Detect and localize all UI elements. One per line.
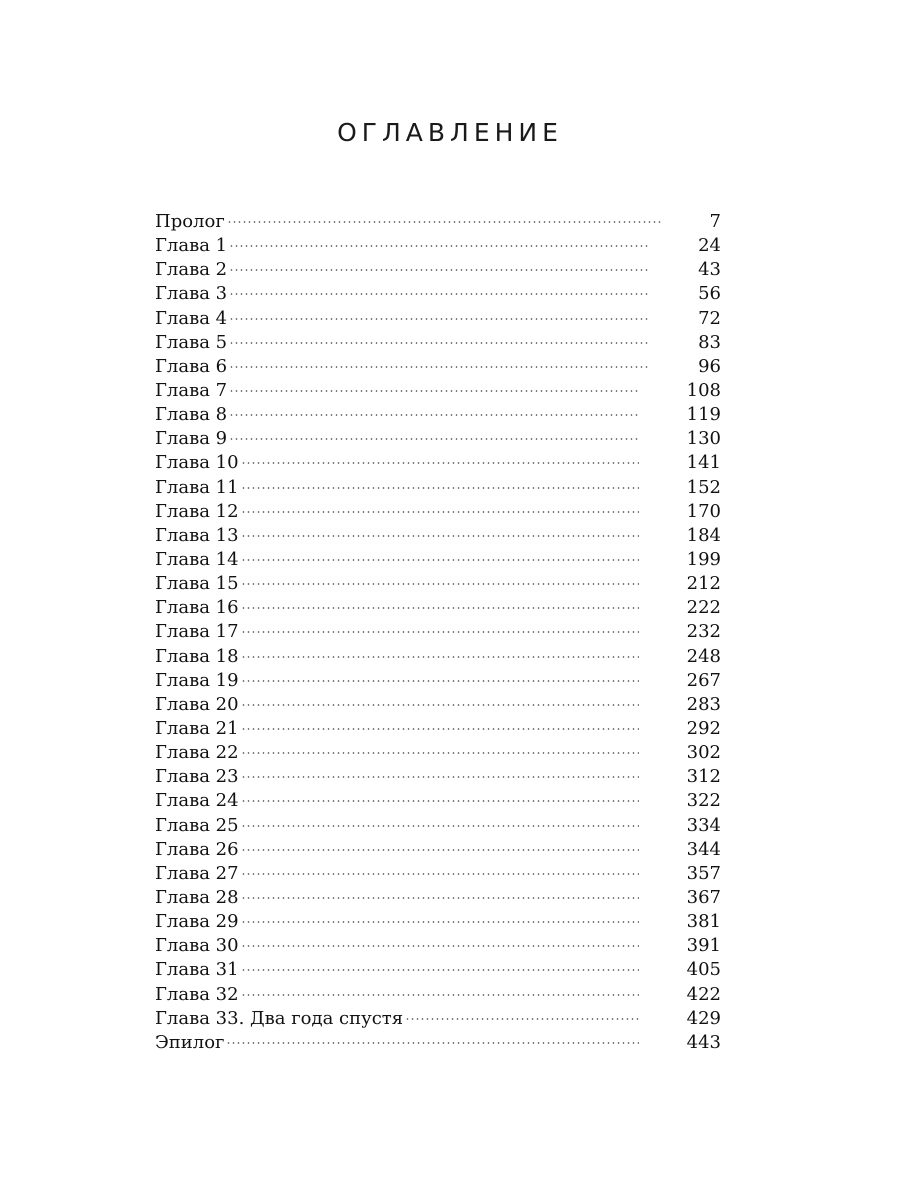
dot-leader <box>229 269 650 271</box>
toc-entry-label: Глава 16 <box>155 597 239 619</box>
dot-leader <box>241 994 639 996</box>
dot-leader <box>241 680 639 682</box>
toc-title: ОГЛАВЛЕНИЕ <box>337 118 563 147</box>
toc-entry-page-number: 367 <box>686 886 721 908</box>
dot-leader <box>229 414 639 416</box>
toc-entry-page-number: 170 <box>686 500 721 522</box>
dot-leader <box>241 511 639 513</box>
toc-entry <box>155 596 721 620</box>
toc-entry-page-number: 152 <box>686 476 721 498</box>
toc-entry-page-number: 232 <box>686 621 721 643</box>
toc-entry-label: Глава 8 <box>155 404 228 426</box>
toc-entry-page-number: 130 <box>686 428 721 450</box>
toc-entry-label: Глава 20 <box>155 693 239 715</box>
toc-entry <box>155 451 721 475</box>
dot-leader <box>229 318 650 320</box>
dot-leader <box>241 752 639 754</box>
toc-entry-label: Глава 17 <box>155 621 239 643</box>
toc-entry-page-number: 119 <box>686 404 721 426</box>
toc-entry-label: Глава 32 <box>155 983 239 1005</box>
toc-entry-label: Глава 28 <box>155 886 239 908</box>
toc-entry-page-number: 443 <box>686 1031 721 1053</box>
toc-entry-page-number: 391 <box>686 935 721 957</box>
toc-entry <box>155 983 721 1007</box>
toc-entry <box>155 814 721 838</box>
toc-entry-page-number: 422 <box>686 983 721 1005</box>
toc-list <box>155 210 721 1055</box>
toc-entry-page-number: 322 <box>686 790 721 812</box>
dot-leader <box>241 559 639 561</box>
toc-entry <box>155 741 721 765</box>
toc-entry-page-number: 222 <box>686 597 721 619</box>
toc-entry <box>155 934 721 958</box>
dot-leader <box>241 776 639 778</box>
toc-entry-page-number: 292 <box>686 717 721 739</box>
toc-entry-page-number: 248 <box>686 645 721 667</box>
toc-entry-label: Глава 31 <box>155 959 239 981</box>
dot-leader <box>241 873 639 875</box>
toc-entry-page-number: 212 <box>686 573 721 595</box>
dot-leader <box>241 800 639 802</box>
toc-entry-label: Глава 7 <box>155 379 228 401</box>
toc-entry <box>155 886 721 910</box>
dot-leader <box>229 245 650 247</box>
dot-leader <box>226 1042 638 1044</box>
toc-entry-page-number: 405 <box>686 959 721 981</box>
toc-entry-label: Эпилог <box>155 1031 225 1053</box>
toc-entry <box>155 210 721 234</box>
toc-entry <box>155 572 721 596</box>
toc-entry <box>155 282 721 306</box>
toc-entry-page-number: 108 <box>686 379 721 401</box>
dot-leader <box>241 825 639 827</box>
toc-entry-label: Глава 4 <box>155 307 228 329</box>
toc-entry-label: Глава 12 <box>155 500 239 522</box>
toc-entry-label: Глава 6 <box>155 355 228 377</box>
dot-leader <box>241 607 639 609</box>
toc-entry <box>155 427 721 451</box>
toc-entry-page-number: 344 <box>686 838 721 860</box>
toc-entry-label: Глава 9 <box>155 428 228 450</box>
toc-entry <box>155 717 721 741</box>
toc-entry-label: Пролог <box>155 211 225 232</box>
toc-entry-page-number: 302 <box>686 742 721 764</box>
toc-entry-page-number: 141 <box>686 452 721 474</box>
toc-entry-label: Глава 22 <box>155 742 239 764</box>
toc-entry <box>155 789 721 813</box>
toc-entry <box>155 1007 721 1031</box>
toc-entry-page-number: 312 <box>686 766 721 788</box>
toc-entry <box>155 645 721 669</box>
toc-entry-page-number: 24 <box>698 235 721 257</box>
toc-entry <box>155 548 721 572</box>
toc-entry-label: Глава 5 <box>155 331 228 353</box>
toc-entry <box>155 669 721 693</box>
toc-entry-page-number: 72 <box>698 307 721 329</box>
toc-entry <box>155 476 721 500</box>
toc-entry-page-number: 96 <box>698 355 721 377</box>
toc-entry-page-number: 83 <box>698 331 721 353</box>
toc-entry <box>155 500 721 524</box>
toc-entry-label: Глава 15 <box>155 573 239 595</box>
dot-leader <box>229 390 639 392</box>
dot-leader <box>241 583 639 585</box>
toc-entry-page-number: 199 <box>686 548 721 570</box>
toc-entry-label: Глава 2 <box>155 259 228 281</box>
toc-entry-label: Глава 10 <box>155 452 239 474</box>
dot-leader <box>241 969 639 971</box>
toc-entry <box>155 958 721 982</box>
dot-leader <box>241 945 639 947</box>
toc-entry <box>155 765 721 789</box>
toc-entry-page-number: 267 <box>686 669 721 691</box>
toc-entry-page-number: 7 <box>709 211 721 232</box>
toc-entry <box>155 524 721 548</box>
toc-entry-label: Глава 3 <box>155 283 228 305</box>
toc-entry-page-number: 334 <box>686 814 721 836</box>
dot-leader <box>405 1018 639 1020</box>
toc-entry <box>155 693 721 717</box>
toc-entry-label: Глава 33. Два года спустя <box>155 1007 404 1029</box>
dot-leader <box>241 921 639 923</box>
toc-entry-label: Глава 23 <box>155 766 239 788</box>
toc-entry <box>155 258 721 282</box>
toc-entry-page-number: 381 <box>686 911 721 933</box>
toc-entry-label: Глава 1 <box>155 235 228 257</box>
dot-leader <box>241 487 639 489</box>
toc-entry-page-number: 43 <box>698 259 721 281</box>
toc-entry-page-number: 283 <box>686 693 721 715</box>
toc-entry <box>155 910 721 934</box>
toc-entry-label: Глава 13 <box>155 524 239 546</box>
toc-entry-label: Глава 30 <box>155 935 239 957</box>
dot-leader <box>229 342 650 344</box>
toc-entry <box>155 862 721 886</box>
toc-entry-label: Глава 11 <box>155 476 239 498</box>
dot-leader <box>229 293 650 295</box>
dot-leader <box>229 438 639 440</box>
toc-entry-page-number: 357 <box>686 862 721 884</box>
toc-entry <box>155 1031 721 1055</box>
toc-entry-label: Глава 27 <box>155 862 239 884</box>
toc-entry <box>155 355 721 379</box>
toc-entry <box>155 838 721 862</box>
toc-entry <box>155 307 721 331</box>
dot-leader <box>241 656 639 658</box>
toc-entry-page-number: 184 <box>686 524 721 546</box>
dot-leader <box>229 366 650 368</box>
toc-entry-label: Глава 25 <box>155 814 239 836</box>
dot-leader <box>241 631 639 633</box>
toc-entry <box>155 620 721 644</box>
dot-leader <box>241 704 639 706</box>
dot-leader <box>241 897 639 899</box>
dot-leader <box>241 728 639 730</box>
toc-entry-label: Глава 14 <box>155 548 239 570</box>
dot-leader <box>227 221 662 223</box>
toc-entry-label: Глава 26 <box>155 838 239 860</box>
toc-entry <box>155 331 721 355</box>
toc-entry-page-number: 56 <box>698 283 721 305</box>
toc-entry <box>155 379 721 403</box>
toc-entry-page-number: 429 <box>686 1007 721 1029</box>
toc-entry <box>155 234 721 258</box>
dot-leader <box>241 849 639 851</box>
toc-entry-label: Глава 19 <box>155 669 239 691</box>
dot-leader <box>241 462 639 464</box>
toc-entry <box>155 403 721 427</box>
toc-entry-label: Глава 21 <box>155 717 239 739</box>
toc-entry-label: Глава 29 <box>155 911 239 933</box>
dot-leader <box>241 535 639 537</box>
toc-entry-label: Глава 24 <box>155 790 239 812</box>
toc-entry-label: Глава 18 <box>155 645 239 667</box>
